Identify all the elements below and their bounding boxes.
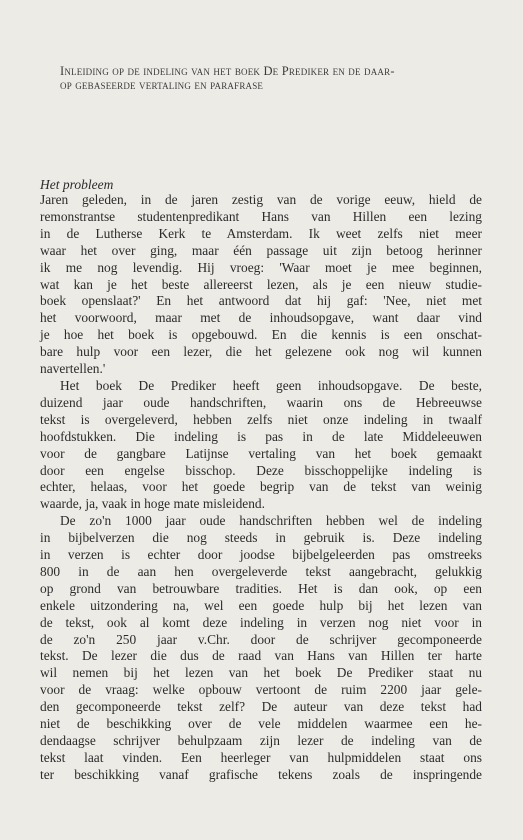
text-line: bare hulp voor een lezer, die het gelezene ook nog wil kunnen (40, 344, 482, 360)
text-line: niet de beschikking over de vele middelen waarmee een he- (40, 716, 482, 732)
text-line: duizend jaar oude handschriften, waarin ons de Hebreeuwse (40, 394, 482, 410)
text-line: wat kan je het beste allereerst lezen, als je een nieuw studie- (40, 276, 482, 292)
text-line: De zo'n 1000 jaar oude handschriften hebben wel de indeling (60, 513, 482, 529)
paragraph-2 (40, 378, 482, 513)
chapter-heading (60, 64, 490, 92)
paragraph-1 (40, 192, 482, 378)
text-line: dendaagse schrijver behulpzaam zijn lezer de indeling van de (40, 733, 482, 748)
text-line: remonstrantse studentenpredikant Hans van Hillen een lezing (40, 208, 482, 224)
text-line: in verzen is echter door joodse bijbelgeleerden pas omstreeks (40, 547, 482, 563)
text-line: in bijbelverzen die nog steeds in gebruik is. Deze indeling (40, 530, 482, 546)
text-line: tekst is overgeleverd, hebben zelfs niet onze indeling in twaalf (40, 411, 482, 427)
text-line: hoofdstukken. Die indeling is pas in de late Middeleeuwen (40, 428, 482, 444)
heading-line: op gebaseerde vertaling en parafrase (60, 78, 264, 92)
text-line: echter, helaas, voor het goede begrip van de tekst van weinig (40, 479, 482, 495)
text-line: door een engelse bisschop. Deze bisschoppelijke indeling is (40, 462, 482, 478)
text-line: het voorwoord, maar met de inhoudsopgave, want daar vind (40, 310, 482, 326)
text-line: de tekst, ook al komt deze indeling in verzen nog niet voor in (40, 614, 482, 630)
text-line: voor de vraag: welke opbouw vertoont de ruim 2200 jaar gele- (40, 682, 482, 698)
text-line: ik me nog levendig. Hij vroeg: 'Waar moet je mee beginnen, (40, 259, 482, 275)
text-line: in de Lutherse Kerk te Amsterdam. Ik weet zelfs niet meer (40, 225, 482, 241)
text-line: waarde, ja, vaak in hoge mate misleidend. (40, 496, 265, 512)
text-line: den gecomponeerde tekst zelf? De auteur van deze tekst had (40, 699, 482, 715)
text-line: navertellen.' (40, 361, 106, 377)
section-title: Het probleem (40, 177, 114, 192)
text-line: enkele uitzondering na, wel een goede hulp bij het lezen van (40, 597, 482, 613)
text-line: ter beschikking vanaf grafische tekens zoals de inspringende (40, 766, 482, 782)
text-line: Het boek De Prediker heeft geen inhoudsopgave. De beste, (60, 377, 482, 393)
text-line: waar het over ging, maar één passage uit zijn betoog herinner (40, 242, 482, 258)
text-line: je hoe het boek is opgebouwd. En die kennis is een onschat- (40, 327, 482, 343)
paragraph-3 (40, 513, 482, 784)
text-line: voor de gangbare Latijnse vertaling van het boek gemaakt (40, 445, 482, 461)
text-line: de zo'n 250 jaar v.Chr. door de schrijver gecomponeerde (40, 631, 482, 647)
text-line: op grond van betrouwbare tradities. Het is dan ook, op een (40, 580, 482, 596)
body-text (40, 192, 482, 784)
text-line: boek openslaat?' En het antwoord dat hij gaf: 'Nee, niet met (40, 293, 482, 309)
text-line: tekst. De lezer die dus de raad van Hans van Hillen ter harte (40, 648, 482, 664)
text-line: wil nemen bij het lezen van het boek De Prediker staat nu (40, 665, 482, 681)
heading-line: Inleiding op de indeling van het boek De Prediker en de daar- (60, 64, 395, 78)
text-line: tekst laat vinden. Een heerleger van hulpmiddelen staat ons (40, 749, 482, 765)
text-line: 800 in de aan hen overgeleverde tekst aangebracht, gelukkig (40, 563, 482, 579)
text-line: Jaren geleden, in de jaren zestig van de vorige eeuw, hield de (40, 192, 482, 207)
